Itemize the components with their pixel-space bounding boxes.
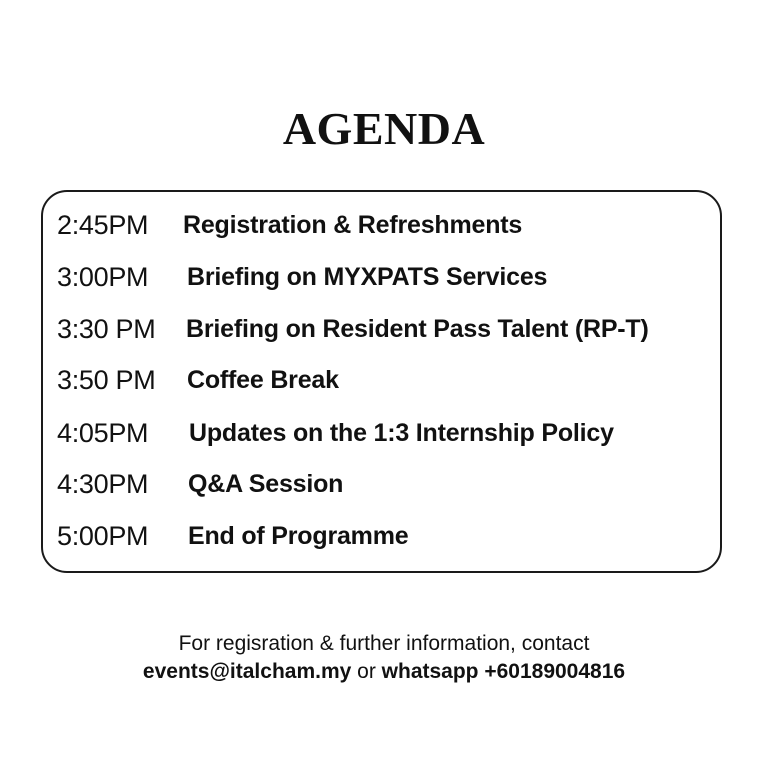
- footer-contact-text: For regisration & further information, contact: [178, 632, 590, 655]
- agenda-row: [43, 413, 720, 453]
- agenda-time: 3:00PM: [57, 262, 149, 292]
- agenda-row: [43, 516, 720, 556]
- agenda-item: End of Programme: [188, 522, 409, 550]
- agenda-item: Briefing on MYXPATS Services: [187, 263, 548, 291]
- contact-whatsapp-link[interactable]: whatsapp +60189004816: [381, 660, 626, 683]
- agenda-row: [43, 309, 720, 349]
- agenda-item: Q&A Session: [188, 470, 344, 498]
- agenda-time: 3:50 PM: [57, 365, 156, 395]
- agenda-box: [41, 190, 722, 573]
- agenda-time: 4:30PM: [57, 469, 149, 499]
- agenda-item: Registration & Refreshments: [183, 211, 523, 239]
- agenda-time: 3:30 PM: [57, 314, 156, 344]
- agenda-time: 5:00PM: [57, 521, 149, 551]
- agenda-item: Coffee Break: [187, 366, 339, 394]
- agenda-row: [43, 205, 720, 245]
- agenda-item: Briefing on Resident Pass Talent (RP-T): [186, 315, 649, 343]
- contact-email-link[interactable]: events@italcham.my: [142, 660, 352, 683]
- agenda-row: [43, 464, 720, 504]
- agenda-item: Updates on the 1:3 Internship Policy: [189, 419, 614, 447]
- agenda-time: 4:05PM: [57, 418, 149, 448]
- page-title: AGENDA: [282, 102, 486, 154]
- footer-connector: or: [351, 660, 382, 683]
- agenda-row: [43, 257, 720, 297]
- footer-contact-details: [0, 658, 768, 686]
- agenda-time: 2:45PM: [57, 210, 149, 240]
- agenda-row: [43, 360, 720, 400]
